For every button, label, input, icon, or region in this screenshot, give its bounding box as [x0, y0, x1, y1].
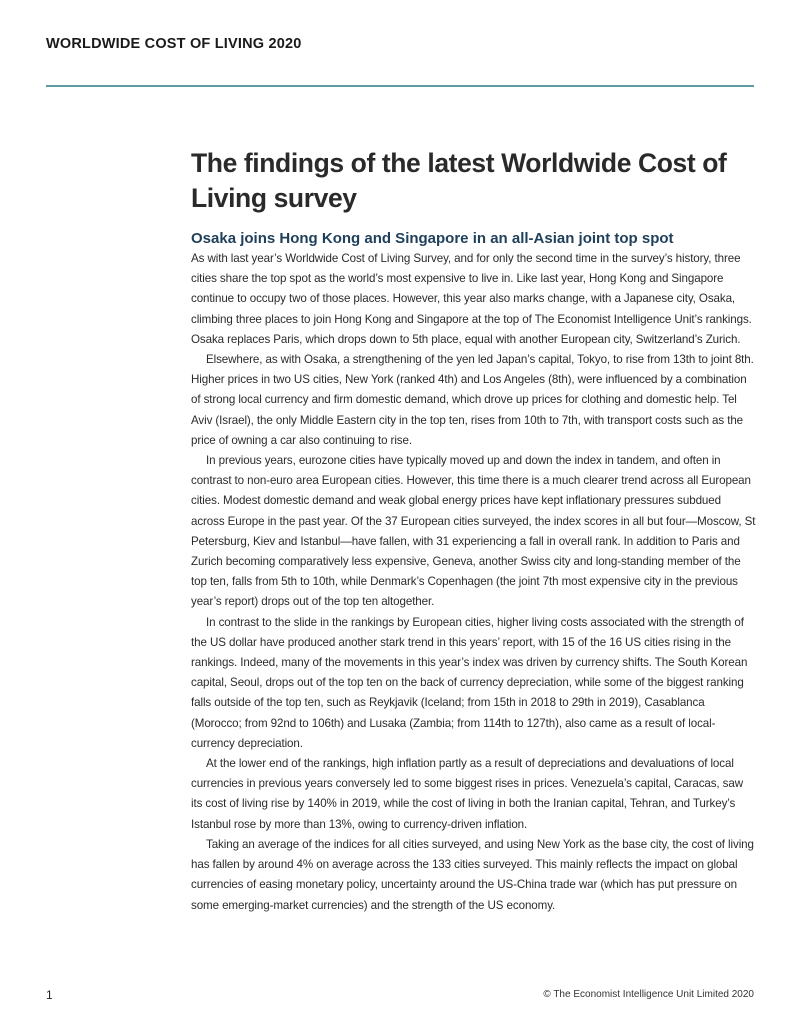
paragraph: In previous years, eurozone cities have typically moved up and down the index in tandem, and often in contrast to non-euro area European cities. However, this time there is a much clearer trend across all European cities. Modest domestic demand and weak global energy prices have kept inflationary pressures subdued across Europe in the past year. Of the 37 European cities surveyed, the index scores in all but four—Moscow, St Petersburg, Kiev and Istanbul—have fallen, with 31 experiencing a fall in overall rank. In addition to Paris and Zurich becoming comparatively less expensive, Geneva, another Swiss city and long-standing member of the top ten, falls from 5th to 10th, while Denmark’s Copenhagen (the joint 7th most expensive city in the previous year’s report) drops out of the top ten altogether. [191, 454, 756, 609]
page-title: The findings of the latest Worldwide Cost of Living survey [191, 148, 727, 213]
paragraph: Taking an average of the indices for all cities surveyed, and using New York as the base city, the cost of living has fallen by around 4% on average across the 133 cities surveyed. This mainly reflects the impact on global currencies of easing monetary policy, uncertainty around the US-China trade war (which has put pressure on some emerging-market currencies) and the strength of the US economy. [191, 837, 754, 912]
page-number: 1 [46, 988, 53, 1002]
article [191, 146, 757, 916]
section-subtitle: Osaka joins Hong Kong and Singapore in an all-Asian joint top spot [191, 230, 674, 247]
article-body [191, 249, 757, 916]
header-divider [46, 85, 754, 87]
paragraph: As with last year’s Worldwide Cost of Living Survey, and for only the second time in the survey’s history, three cities share the top spot as the world’s most expensive to live in. Like last year, Hong Kong and Singapore continue to occupy two of those places. However, this year also marks change, with a Japanese city, Osaka, climbing three places to join Hong Kong and Singapore at the top of The Economist Intelligence Unit’s rankings. Osaka replaces Paris, which drops down to 5th place, equal with another European city, Switzerland’s Zurich. [191, 252, 752, 346]
paragraph: Elsewhere, as with Osaka, a strengthening of the yen led Japan’s capital, Tokyo, to rise from 13th to joint 8th. Higher prices in two US cities, New York (ranked 4th) and Los Angeles (8th), were influenced by a combination of strong local currency and firm domestic demand, which drove up prices for clothing and domestic help. Tel Aviv (Israel), the only Middle Eastern city in the top ten, rises from 10th to 7th, with transport costs such as the price of owning a car also continuing to rise. [191, 353, 754, 447]
paragraph: In contrast to the slide in the rankings by European cities, higher living costs associated with the strength of the US dollar have produced another stark trend in this years’ report, with 15 of the 16 US cities rising in the rankings. Indeed, many of the movements in this year’s index was driven by currency shifts. The South Korean capital, Seoul, drops out of the top ten on the back of currency depreciation, while some of the biggest ranking falls outside of the top ten, such as Reykjavik (Iceland; from 15th in 2018 to 29th in 2019), Casablanca (Morocco; from 92nd to 106th) and Lusaka (Zambia; from 114th to 127th), also came as a result of local-currency depreciation. [191, 615, 748, 750]
paragraph: At the lower end of the rankings, high inflation partly as a result of depreciations and devaluations of local currencies in previous years conversely led to some biggest rises in prices. Venezuela’s capital, Caracas, saw its cost of living rise by 140% in 2019, while the cost of living in both the Iranian capital, Tehran, and Turkey’s Istanbul rose by more than 13%, owing to currency-driven inflation. [191, 757, 743, 831]
copyright-notice: © The Economist Intelligence Unit Limited 2020 [543, 989, 754, 1000]
running-header: WORLDWIDE COST OF LIVING 2020 [46, 36, 302, 52]
